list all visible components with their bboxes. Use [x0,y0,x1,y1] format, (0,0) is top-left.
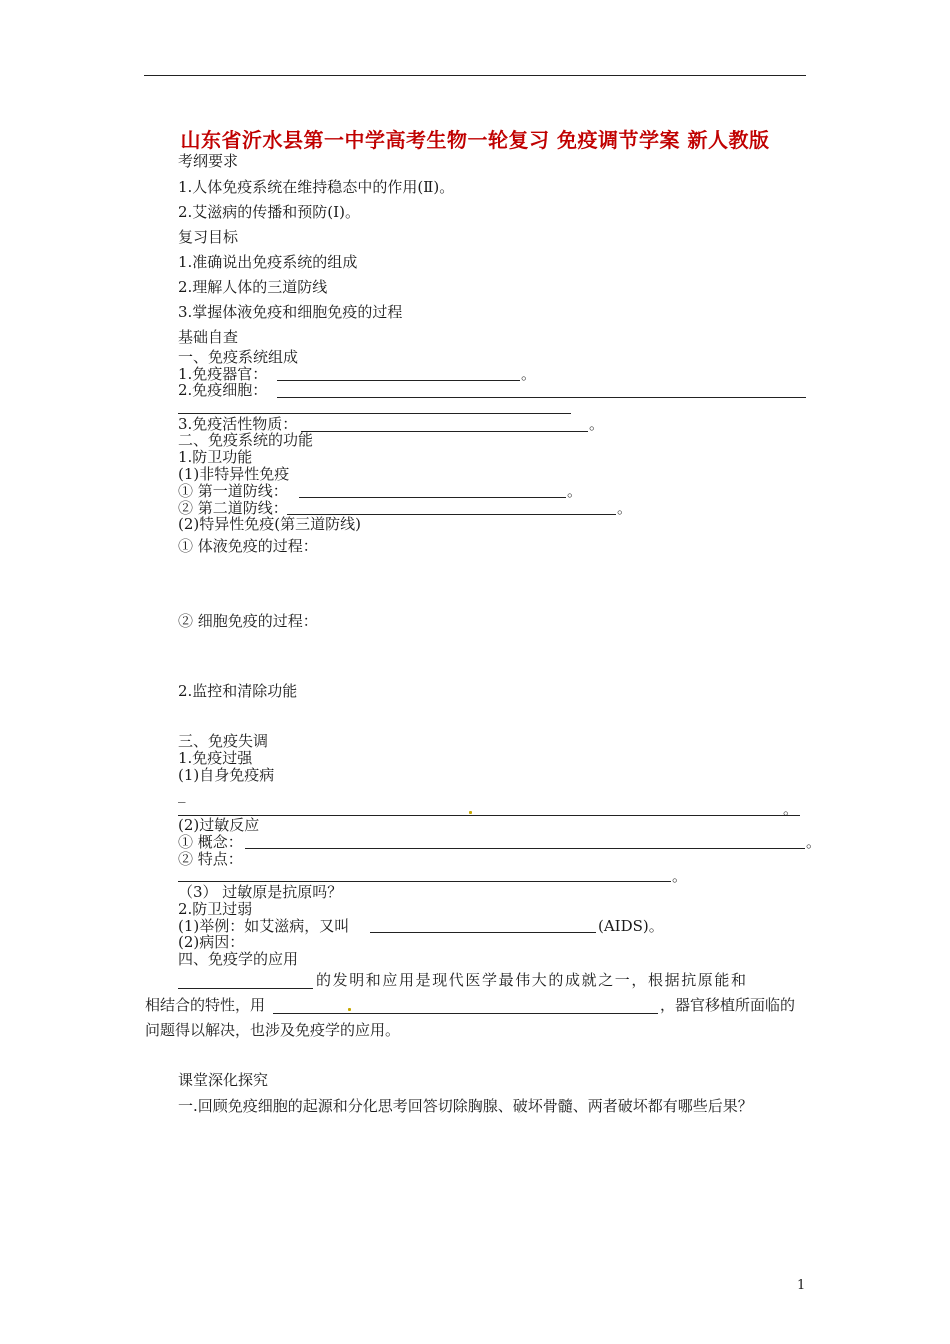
organ-blank [277,380,520,381]
example-blank [370,932,596,933]
feature-blank [178,881,671,882]
section-heading: 一、免疫系统组成 [178,348,299,366]
goal-item: 3.掌握体液免疫和细胞免疫的过程 [178,303,403,321]
concept-label: ① 概念： [178,833,243,851]
explore-question: 一.回顾免疫细胞的起源和分化思考回答切除胸腺、破坏骨髓、两者破坏都有哪些后果？ [178,1097,753,1115]
goals-heading: 复习目标 [178,228,239,246]
explore-heading: 课堂深化探究 [178,1071,269,1089]
active-substance-blank [301,431,588,432]
document-title: 山东省沂水县第一中学高考生物一轮复习 免疫调节学案 新人教版 [180,128,770,152]
cell-blank [277,397,806,398]
cause-label: (2)病因： [178,933,245,951]
subheading: (2)特异性免疫(第三道防线) [178,515,361,533]
second-line-label: ② 第二道防线： [178,499,288,517]
cellular-label: ② 细胞免疫的过程： [178,612,318,630]
example-label: (1)举例：如艾滋病，又叫 [178,917,350,935]
subheading: 2.监控和清除功能 [178,682,298,700]
subheading: 2.防卫过弱 [178,900,253,918]
basics-heading: 基础自查 [178,328,239,346]
outline-item: 1.人体免疫系统在维持稳态中的作用(Ⅱ)。 [178,178,455,196]
period: 。 [567,482,583,500]
application-text: ，器官移植所面临的 [660,996,796,1014]
goal-item: 1.准确说出免疫系统的组成 [178,253,358,271]
active-substance-label: 3.免疫活性物质： [178,415,298,433]
organ-label: 1.免疫器官： [178,365,268,383]
header-rule [144,75,806,76]
period: 。 [617,499,633,517]
section-heading: 四、免疫学的应用 [178,950,299,968]
first-line-blank [299,497,566,498]
humoral-label: ① 体液免疫的过程： [178,537,318,555]
period: 。 [672,867,688,885]
goal-item: 2.理解人体的三道防线 [178,278,328,296]
application-text: 相结合的特性，用 [145,996,266,1014]
first-line-label: ① 第一道防线： [178,482,288,500]
application-blank [273,1013,658,1014]
section-heading: 三、免疫失调 [178,732,269,750]
subheading: 1.免疫过强 [178,749,253,767]
subheading: 1.防卫功能 [178,448,253,466]
subheading: (1)非特异性免疫 [178,465,290,483]
question: （3） 过敏原是抗原吗？ [178,883,343,901]
feature-label: ② 特点： [178,850,243,868]
application-text: 问题得以解决，也涉及免疫学的应用。 [145,1021,401,1039]
period: 。 [783,800,799,818]
example-suffix: (AIDS)。 [598,917,664,935]
period: 。 [589,415,605,433]
section-heading: 二、免疫系统的功能 [178,431,314,449]
period: 。 [806,833,822,851]
subheading: (2)过敏反应 [178,816,260,834]
application-text: 的发明和应用是现代医学最伟大的成就之一，根据抗原能和 [316,971,748,989]
autoimmune-blank [178,815,800,816]
stray-dot [348,1008,351,1011]
cell-blank-continued [178,413,571,414]
outline-heading: 考纲要求 [178,152,239,170]
concept-blank [245,848,805,849]
period: 。 [521,365,537,383]
stray-dot [469,811,472,814]
page-number: 1 [797,1278,806,1293]
cell-label: 2.免疫细胞： [178,381,268,399]
outline-item: 2.艾滋病的传播和预防(Ⅰ)。 [178,203,360,221]
application-blank [178,988,313,989]
subheading: (1)自身免疫病 [178,766,275,784]
dash-mark: _ [178,785,186,803]
